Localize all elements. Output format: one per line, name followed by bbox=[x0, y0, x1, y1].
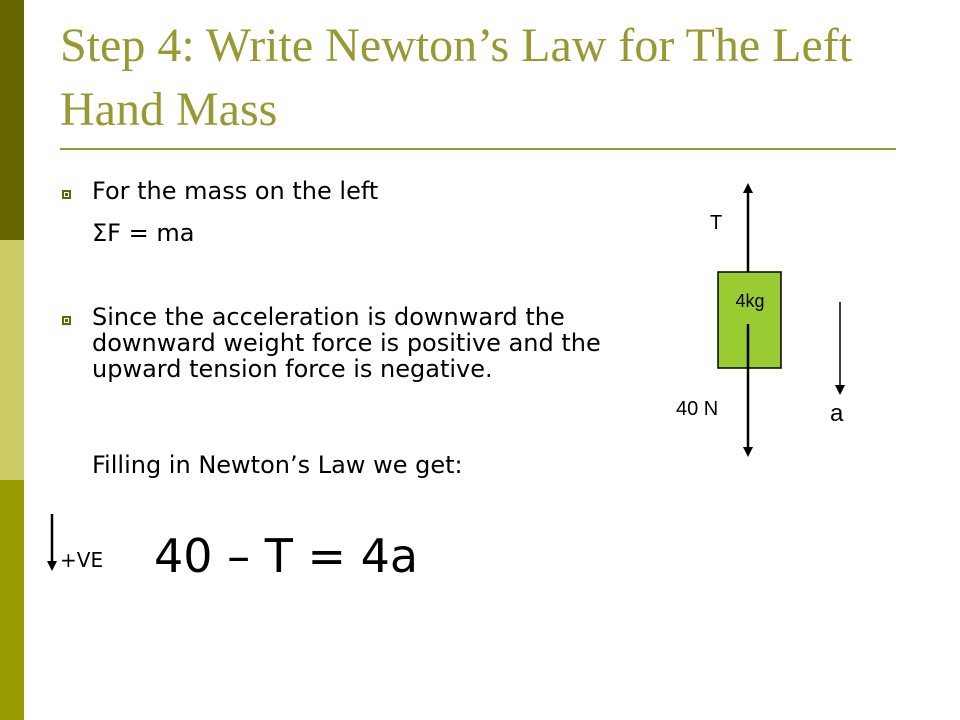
sum-of-forces-formula: ΣF = ma bbox=[92, 219, 195, 247]
bullet-text-1: For the mass on the left bbox=[92, 177, 379, 205]
bullet-text-2: Since the acceleration is downward the downward weight force is positive and the upward tension force is negative. bbox=[92, 303, 601, 383]
positive-direction-label: +VE bbox=[60, 548, 104, 572]
filling-in-line: Filling in Newton’s Law we get: bbox=[92, 451, 463, 479]
newton-law-equation: 40 – T = 4a bbox=[154, 529, 419, 583]
acceleration-label: a bbox=[830, 400, 844, 427]
mass-label: 4kg bbox=[735, 291, 765, 311]
mass-block bbox=[718, 272, 781, 368]
tension-label: T bbox=[710, 212, 723, 234]
slide-title: Step 4: Write Newton’s Law for The Left Hand Mass bbox=[60, 19, 853, 136]
weight-label: 40 N bbox=[676, 398, 719, 420]
